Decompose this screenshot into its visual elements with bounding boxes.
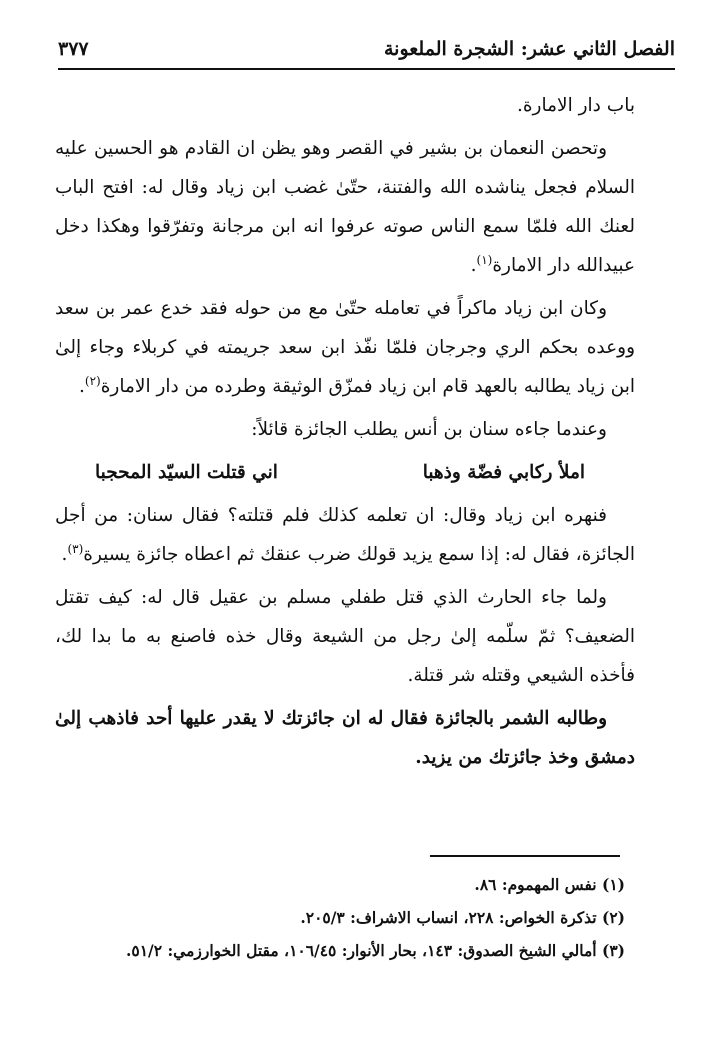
verse-hemistich: اني قتلت السيّد المحجبا [95, 462, 278, 483]
footnote-divider [430, 855, 620, 857]
paragraph-text: وعندما جاءه سنان بن أنس يطلب الجائزة قائلاً: [251, 419, 607, 440]
footnote: (٣) أمالي الشيخ الصدوق: ١٤٣، بحار الأنوار: ١٠٦/٤٥، مقتل الخوارزمي: ٥١/٢. [126, 941, 625, 960]
paragraph [55, 496, 635, 574]
poem-verse [55, 453, 635, 492]
paragraph-end: . [61, 544, 68, 565]
footnote: (١) نفس المهموم: ٨٦. [474, 875, 625, 894]
paragraph [55, 410, 635, 449]
paragraph-text: وطالبه الشمر بالجائزة فقال له ان جائزتك لا يقدر عليها أحد فاذهب إلىٰ دمشق وخذ جائزتك من يزيد. [55, 708, 635, 768]
paragraph-end: . [470, 255, 477, 276]
verse-hemistich: املأ ركابي فضّة وذهبا [422, 462, 585, 483]
paragraph [55, 289, 635, 406]
paragraph-text: وكان ابن زياد ماكراً في تعامله حتّىٰ مع من حوله فقد خدع عمر بن سعد ووعده بحكم الري وجرجان فلمّا نفّذ ابن سعد جريمته في كربلاء وجاء إلىٰ ابن زياد يطالبه بالعهد قام ابن زياد فمزّق الوثيقة وطرده من دار الامارة [55, 298, 635, 397]
paragraph [55, 578, 635, 695]
paragraph [55, 86, 635, 125]
page-number: ٣٧٧ [58, 38, 89, 60]
body-text [55, 86, 635, 781]
footnote-ref: (٢) [84, 373, 101, 388]
paragraph-text: وتحصن النعمان بن بشير في القصر وهو يظن ان القادم هو الحسين عليه السلام فجعل يناشده الله والفتنة، حتّىٰ غضب ابن زياد وقال له: افتح الباب لعنك الله فلمّا سمع الناس صوته عرفوا انه ابن مرجانة وتفرّقوا وهكذا دخل عبيدالله دار الامارة [55, 138, 635, 276]
footnote: (٢) تذكرة الخواص: ٢٢٨، انساب الاشراف: ٢٠٥/٣. [300, 908, 625, 927]
footnotes [80, 868, 625, 967]
footnote-ref: (٣) [67, 541, 84, 556]
paragraph-text: باب دار الامارة. [516, 95, 635, 116]
footnote-ref: (١) [476, 252, 493, 267]
paragraph-text: ولما جاء الحارث الذي قتل طفلي مسلم بن عقيل قال له: كيف تقتل الضعيف؟ ثمّ سلّمه إلىٰ رجل من الشيعة وقال خذه فاصنع به ما بدا لك، فأخذه الشيعي وقتله شر قتلة. [55, 587, 635, 686]
page-header [58, 30, 675, 70]
paragraph-text: فنهره ابن زياد وقال: ان تعلمه كذلك فلم قتلته؟ فقال سنان: من أجل الجائزة، فقال له: إذا سمع يزيد قولك ضرب عنقك ثم اعطاه جائزة يسيرة [55, 505, 635, 565]
paragraph-end: . [79, 376, 85, 397]
paragraph [55, 699, 635, 777]
paragraph [55, 129, 635, 285]
chapter-title: الفصل الثاني عشر: الشجرة الملعونة [383, 38, 675, 60]
